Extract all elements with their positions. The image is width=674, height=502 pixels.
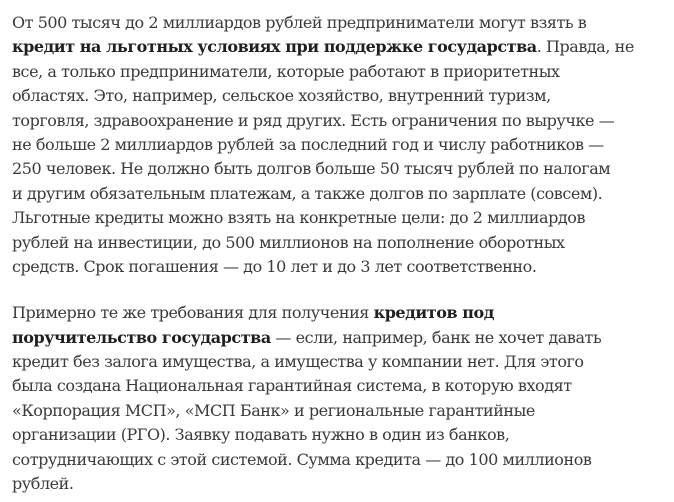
text-line xyxy=(12,326,668,350)
text-line xyxy=(12,206,668,230)
text-segment: сотрудничающих с этой системой. Сумма кредита — до 100 миллионов xyxy=(12,449,592,469)
text-line xyxy=(12,157,668,181)
text-line xyxy=(12,448,668,472)
text-segment: рублей на инвестиции, до 500 миллионов на пополнение оборотных xyxy=(12,232,565,252)
text-segment: была создана Национальная гарантийная система, в которую входят xyxy=(12,376,572,396)
article-body xyxy=(12,11,668,496)
text-segment: средств. Срок погашения — до 10 лет и до 3 лет соответственно. xyxy=(12,256,537,276)
text-line xyxy=(12,374,668,398)
text-line xyxy=(12,423,668,447)
text-line xyxy=(12,60,668,84)
text-segment: организации (РГО). Заявку подавать нужно в один из банков, xyxy=(12,425,510,445)
text-line xyxy=(12,11,668,35)
text-segment: все, а только предприниматели, которые работают в приоритетных xyxy=(12,61,560,81)
text-segment: «Корпорация МСП», «МСП Банк» и региональные гарантийные xyxy=(12,400,535,420)
text-segment: Примерно те же требования для получения xyxy=(12,303,374,323)
text-segment: От 500 тысяч до 2 миллиардов рублей предприниматели могут взять в xyxy=(12,13,587,32)
text-segment: 250 человек. Не должно быть долгов больше 50 тысяч рублей по налогам xyxy=(12,159,611,179)
text-segment: не больше 2 миллиардов рублей за последний год и числу работников — xyxy=(12,134,604,154)
text-line xyxy=(12,109,668,133)
text-line xyxy=(12,84,668,108)
text-segment: — если, например, банк не хочет давать xyxy=(270,327,602,347)
text-line xyxy=(12,301,668,325)
paragraph-1 xyxy=(12,11,668,279)
text-line xyxy=(12,255,668,279)
text-line xyxy=(12,472,668,496)
text-segment: . Правда, не xyxy=(536,37,634,57)
text-segment: и другим обязательным платежам, а также долгов по зарплате (совсем). xyxy=(12,183,603,203)
paragraph-2 xyxy=(12,301,668,496)
bold-text: кредитов под xyxy=(373,303,494,323)
text-line xyxy=(12,231,668,255)
text-line xyxy=(12,350,668,374)
text-segment: кредит без залога имущества, а имущества у компании нет. Для этого xyxy=(12,352,584,372)
text-segment: Льготные кредиты можно взять на конкретные цели: до 2 миллиардов xyxy=(12,208,586,228)
text-segment: областях. Это, например, сельское хозяйство, внутренний туризм, xyxy=(12,86,551,106)
bold-text: поручительство государства xyxy=(12,327,271,347)
text-line xyxy=(12,399,668,423)
text-line xyxy=(12,182,668,206)
text-line xyxy=(12,133,668,157)
text-segment: торговля, здравоохранение и ряд других. Есть ограничения по выручке — xyxy=(12,110,615,130)
text-line xyxy=(12,35,668,59)
text-segment: рублей. xyxy=(12,474,74,494)
bold-text: кредит на льготных условиях при поддержке государства xyxy=(12,37,537,57)
